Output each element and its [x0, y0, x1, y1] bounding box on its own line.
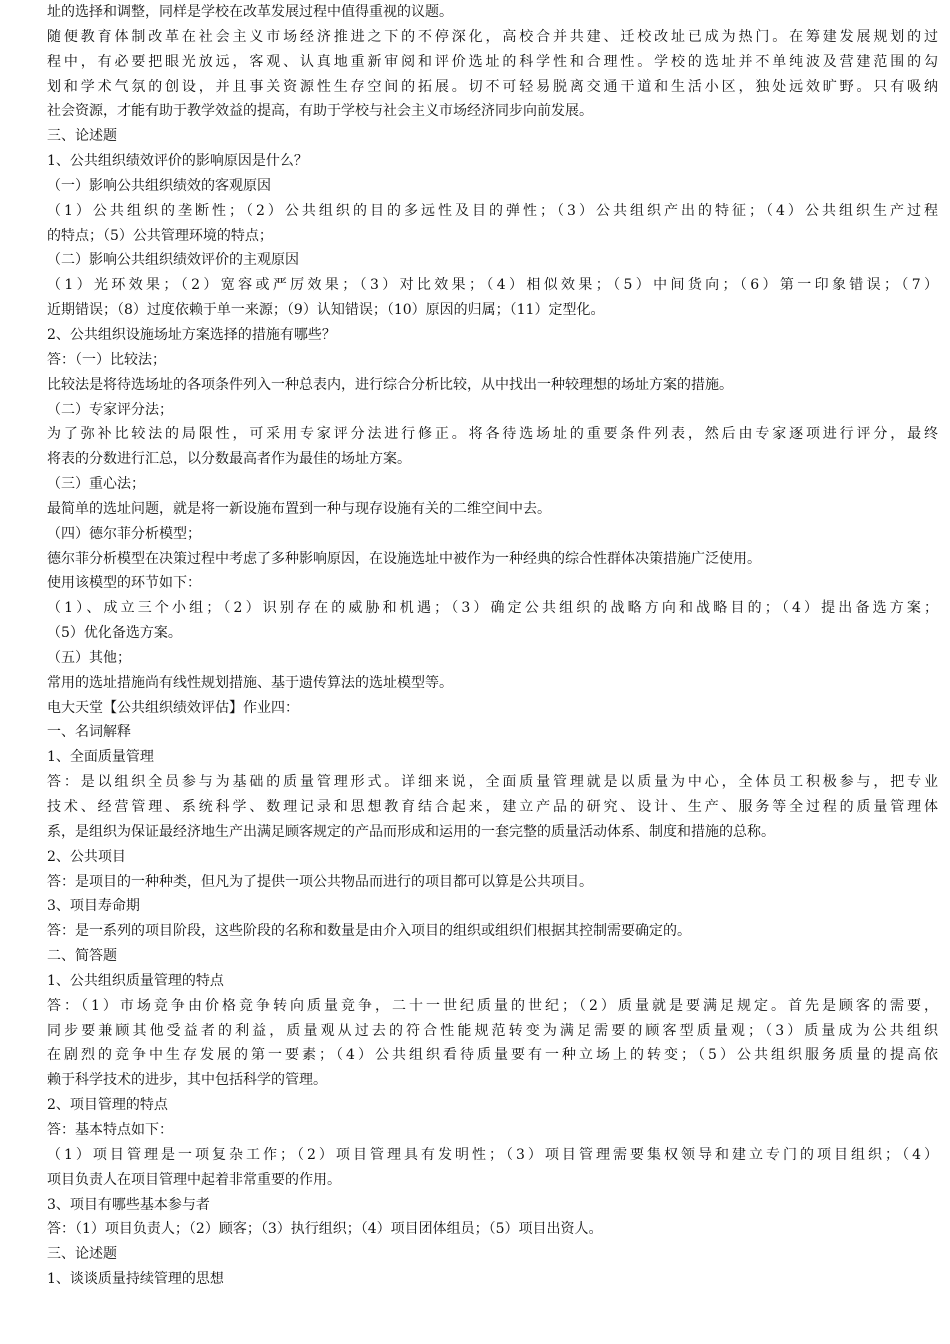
text-line: 2、公共组织设施场址方案选择的措施有哪些？ — [47, 326, 336, 343]
text-line: （一）影响公共组织绩效的客观原因 — [47, 177, 271, 194]
text-line: 答：基本特点如下： — [47, 1121, 173, 1138]
text-line: （四）德尔菲分析模型； — [47, 525, 201, 542]
text-line: 答：是以组织全员参与为基础的质量管理形式。详细来说，全面质量管理就是以质量为中心，全体员工积极参与，把专业 — [47, 774, 938, 791]
text-line: 1、公共组织绩效评价的影响原因是什么？ — [47, 153, 308, 170]
text-line: 常用的选址措施尚有线性规划措施、基于遗传算法的选址模型等。 — [47, 674, 453, 691]
text-line: 电大天堂【公共组织绩效评估】作业四： — [47, 699, 299, 716]
text-line: 1、全面质量管理 — [47, 749, 154, 766]
text-line: 三、论述题 — [47, 1246, 117, 1263]
text-line: （五）其他； — [47, 649, 131, 666]
text-line: 德尔菲分析模型在决策过程中考虑了多种影响原因，在设施选址中被作为一种经典的综合性群体决策措施广泛使用。 — [47, 550, 761, 567]
text-line: 社会资源，才能有助于教学效益的提高，有助于学校与社会主义市场经济同步向前发展。 — [47, 103, 593, 120]
text-line: 程中，有必要把眼光放远，客观、认真地重新审阅和评价选址的科学性和合理性。学校的选址并不单纯波及营建范围的勾 — [47, 53, 938, 70]
text-line: （1）项目管理是一项复杂工作；（2）项目管理具有发明性；（3）项目管理需要集权领导和建立专门的项目组织；（4） — [47, 1146, 938, 1163]
text-line: 址的选择和调整，同样是学校在改革发展过程中值得重视的议题。 — [47, 4, 453, 20]
text-line: 3、项目寿命期 — [47, 898, 140, 915]
text-line: 1、公共组织质量管理的特点 — [47, 972, 224, 989]
text-line: 答：是项目的一种种类，但凡为了提供一项公共物品而进行的项目都可以算是公共项目。 — [47, 873, 593, 890]
text-line: （1）公共组织的垄断性；（2）公共组织的目的多远性及目的弹性；（3）公共组织产出的特征；（4）公共组织生产过程 — [47, 202, 938, 219]
text-line: 在剧烈的竞争中生存发展的第一要素；（4）公共组织看待质量要有一种立场上的转变；（5）公共组织服务质量的提高依 — [47, 1047, 938, 1064]
text-line: 2、公共项目 — [47, 848, 126, 865]
text-line: 随便教育体制改革在社会主义市场经济推进之下的不停深化，高校合并共建、迁校改址已成为热门。在筹建发展规划的过 — [47, 28, 938, 45]
text-line: 2、项目管理的特点 — [47, 1097, 168, 1114]
text-line: （三）重心法； — [47, 476, 145, 493]
text-line: （5）优化备选方案。 — [47, 625, 182, 642]
text-line: （二）影响公共组织绩效评价的主观原因 — [47, 252, 299, 269]
text-line: （1）、成立三个小组；（2）识别存在的威胁和机遇；（3）确定公共组织的战略方向和战略目的；（4）提出备选方案； — [47, 600, 938, 617]
text-line: 系，是组织为保证最经济地生产出满足顾客规定的产品而形成和运用的一套完整的质量活动体系、制度和措施的总称。 — [47, 823, 775, 840]
text-line: 二、简答题 — [47, 948, 117, 965]
text-line: 答：（1）市场竞争由价格竞争转向质量竞争，二十一世纪质量的世纪；（2）质量就是要满足规定。首先是顾客的需要， — [47, 997, 938, 1014]
text-line: 一、名词解释 — [47, 724, 131, 741]
text-line: （1）光环效果；（2）宽容或严厉效果；（3）对比效果；（4）相似效果；（5）中间货向；（6）第一印象错误；（7） — [47, 277, 938, 294]
text-line: 赖于科学技术的进步，其中包括科学的管理。 — [47, 1072, 327, 1089]
text-line: 3、项目有哪些基本参与者 — [47, 1196, 210, 1213]
text-line: 最简单的选址问题，就是将一新设施布置到一种与现存设施有关的二维空间中去。 — [47, 500, 551, 517]
text-line: 近期错误；（8）过度依赖于单一来源；（9）认知错误；（10）原因的归属；（11）定型化。 — [47, 302, 605, 319]
text-line: 答：是一系列的项目阶段，这些阶段的名称和数量是由介入项目的组织或组织们根据其控制需要确定的。 — [47, 923, 691, 940]
text-line: 比较法是将待选场址的各项条件列入一种总表内，进行综合分析比较，从中找出一种较理想的场址方案的措施。 — [47, 376, 733, 393]
text-line: 的特点；（5）公共管理环境的特点； — [47, 227, 273, 244]
text-line: 划和学术气氛的创设，并且事关资源性生存空间的拓展。切不可轻易脱离交通干道和生活小区，独处远效旷野。只有吸纳 — [47, 78, 938, 95]
text-line: 将表的分数进行汇总，以分数最高者作为最佳的场址方案。 — [47, 451, 411, 468]
text-line: 三、论述题 — [47, 128, 117, 145]
text-line: 使用该模型的环节如下： — [47, 575, 201, 592]
text-line: 技术、经营管理、系统科学、数理记录和思想教育结合起来，建立产品的研究、设计、生产、服务等全过程的质量管理体 — [47, 799, 938, 815]
text-line: 答：（1）项目负责人；（2）顾客；（3）执行组织；（4）项目团体组员；（5）项目出资人。 — [47, 1221, 603, 1238]
text-line: 同步要兼顾其他受益者的利益，质量观从过去的符合性能规范转变为满足需要的顾客型质量观；（3）质量成为公共组织 — [47, 1022, 938, 1039]
text-line: 项目负责人在项目管理中起着非常重要的作用。 — [47, 1171, 341, 1188]
text-line: （二）专家评分法； — [47, 401, 173, 418]
text-line: 为了弥补比较法的局限性，可采用专家评分法进行修正。将各待选场址的重要条件列表，然后由专家逐项进行评分，最终 — [47, 426, 938, 443]
text-line: 1、谈谈质量持续管理的思想 — [47, 1271, 224, 1288]
text-line: 答：（一）比较法； — [47, 351, 166, 368]
